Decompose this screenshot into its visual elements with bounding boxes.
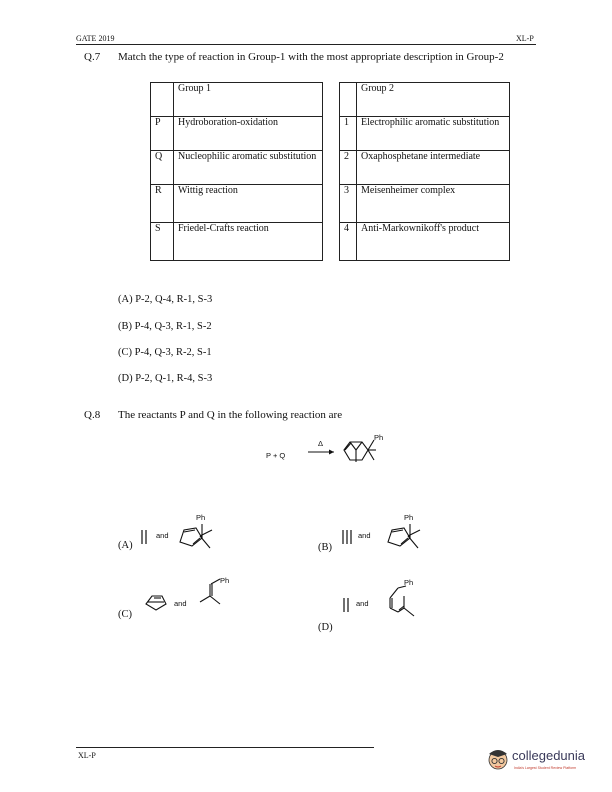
and-label: and: [174, 599, 187, 608]
heat-symbol: Δ: [318, 439, 324, 448]
q8-choice-c-structures[interactable]: [136, 574, 248, 618]
logo-name: collegedunia: [512, 748, 586, 763]
ph-label: Ph: [196, 513, 206, 522]
ethylene-icon: [344, 598, 348, 612]
group2-title: Group 2: [357, 83, 510, 117]
q8-text: The reactants P and Q in the following reaction are: [118, 409, 343, 421]
footer-left: XL-P: [78, 751, 96, 760]
bicyclic-product-structure: [344, 440, 376, 462]
group1-item: Friedel-Crafts reaction: [174, 223, 323, 261]
table-row: [151, 117, 510, 151]
row-num: 4: [340, 223, 357, 261]
group1-title: Group 1: [174, 83, 323, 117]
q7-option-c[interactable]: (C) P-4, Q-3, R-2, S-1: [118, 347, 212, 358]
group2-item: Electrophilic aromatic substitution: [357, 117, 510, 151]
row-num: 1: [340, 117, 357, 151]
group1-item: Hydroboration-oxidation: [174, 117, 323, 151]
group2-item: Oxaphosphetane intermediate: [357, 151, 510, 185]
row-key: R: [151, 185, 174, 223]
row-key: Q: [151, 151, 174, 185]
q8-choice-b-structures[interactable]: [340, 508, 450, 552]
group1-item: Nucleophilic aromatic substitution: [174, 151, 323, 185]
and-label: and: [156, 531, 169, 540]
cyclopentadiene-icon: [146, 596, 166, 610]
ph-label: Ph: [220, 576, 230, 585]
table-row: [151, 151, 510, 185]
group2-item: Anti-Markownikoff's product: [357, 223, 510, 261]
cyclopentadiene-icon: [388, 524, 420, 548]
ph-label: Ph: [404, 513, 414, 522]
q8-number: Q.8: [84, 409, 101, 421]
mascot-icon: [486, 744, 510, 772]
q7-text: Match the type of reaction in Group-1 with the most appropriate description in Group-2: [118, 51, 504, 63]
and-label: and: [358, 531, 371, 540]
q8-choice-a-label[interactable]: (A): [118, 540, 133, 551]
header-rule: [76, 44, 536, 45]
group2-item: Meisenheimer complex: [357, 185, 510, 223]
group1-item: Wittig reaction: [174, 185, 323, 223]
table-row: [151, 185, 510, 223]
reaction-scheme: [250, 428, 410, 476]
q8-choice-d-label[interactable]: (D): [318, 622, 333, 633]
q7-option-a[interactable]: (A) P-2, Q-4, R-1, S-3: [118, 294, 213, 305]
diene-icon: [390, 586, 414, 616]
header-left: GATE 2019: [76, 34, 115, 43]
q8-choice-b-label[interactable]: (B): [318, 542, 332, 553]
row-key: S: [151, 223, 174, 261]
q7-option-d[interactable]: (D) P-2, Q-1, R-4, S-3: [118, 373, 213, 384]
q7-option-b[interactable]: (B) P-4, Q-3, R-1, S-2: [118, 321, 212, 332]
ph-label: Ph: [404, 578, 414, 587]
match-table: [150, 82, 510, 261]
reaction-lhs: P + Q: [266, 451, 286, 460]
q8-choice-c-label[interactable]: (C): [118, 609, 132, 620]
substituted-alkene-icon: [200, 579, 220, 604]
row-num: 3: [340, 185, 357, 223]
product-ph-label: Ph: [374, 433, 384, 442]
ethylene-icon: [142, 530, 146, 544]
collegedunia-logo: [486, 744, 596, 776]
row-key: P: [151, 117, 174, 151]
and-label: and: [356, 599, 369, 608]
cyclopentadiene-icon: [180, 524, 212, 548]
table-row: [151, 223, 510, 261]
logo-tagline: India's Largest Student Review Platform: [514, 766, 577, 770]
row-num: 2: [340, 151, 357, 185]
acetylene-icon: [343, 530, 351, 544]
header-right: XL-P: [516, 34, 534, 43]
q8-choice-a-structures[interactable]: [138, 508, 248, 552]
q8-choice-d-structures[interactable]: [338, 576, 448, 620]
q7-number: Q.7: [84, 51, 101, 63]
arrowhead-icon: [329, 450, 334, 455]
footer-rule: [76, 747, 374, 748]
